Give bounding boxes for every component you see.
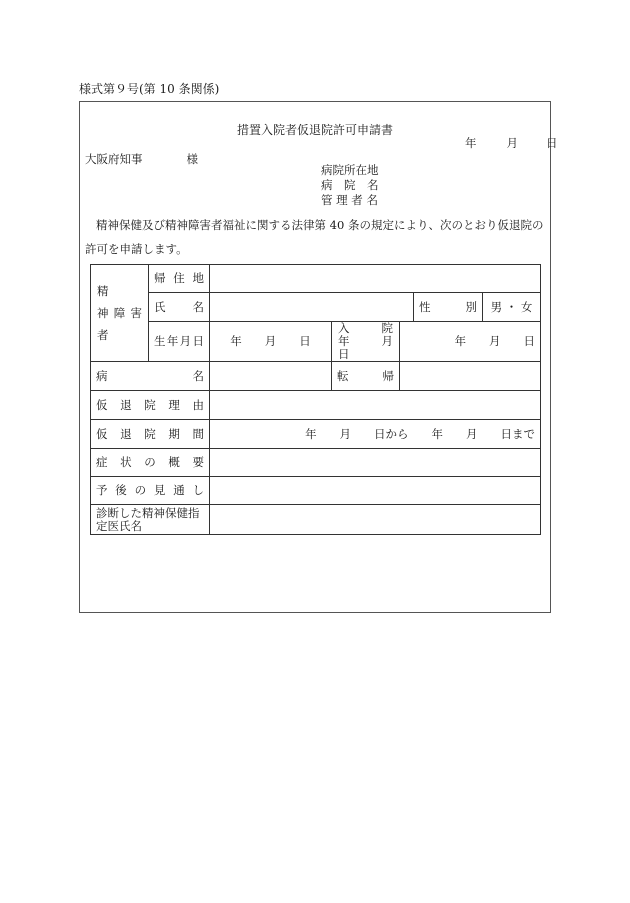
date-month: 月 [506, 136, 518, 150]
addressee [85, 151, 198, 167]
body-line-1: 精神保健及び精神障害者福祉に関する法律第 40 条の規定により、次のとおり仮退院の [96, 218, 544, 232]
table-row [91, 505, 541, 535]
admission-date-field[interactable]: 年 月 日 [400, 322, 541, 362]
addressee-name: 大阪府知事 [85, 152, 143, 166]
discharge-reason-field[interactable] [210, 391, 541, 420]
outcome-field[interactable] [400, 362, 541, 391]
birth-date-label: 生年月日 [149, 322, 210, 362]
prognosis-field[interactable] [210, 477, 541, 505]
disease-label: 病 名 [91, 362, 210, 391]
table-row [91, 477, 541, 505]
table-row [91, 420, 541, 449]
body-line-2: 許可を申請します。 [85, 242, 188, 256]
name-label: 氏 名 [149, 293, 210, 322]
application-table [90, 264, 541, 535]
date-day: 日 [546, 136, 558, 150]
doctor-field[interactable] [210, 505, 541, 535]
return-address-label: 帰 住 地 [149, 265, 210, 293]
addressee-honorific: 様 [186, 152, 198, 166]
discharge-period-label: 仮 退 院 期 間 [91, 420, 210, 449]
doctor-label: 診断した精神保健指定医氏名 [91, 505, 210, 535]
application-date [465, 135, 558, 151]
patient-group-label: 精 神 障 害 者 [91, 265, 149, 362]
form-number: 様式第９号(第 10 条関係) [79, 82, 220, 96]
prognosis-label: 予 後 の 見 通 し [91, 477, 210, 505]
symptoms-label: 症 状 の 概 要 [91, 449, 210, 477]
hospital-name-label: 病 院 名 [321, 178, 379, 192]
hospital-manager-label: 管 理 者 名 [321, 193, 378, 207]
sex-label: 性 別 [414, 293, 483, 322]
return-address-field[interactable] [210, 265, 541, 293]
table-row [91, 449, 541, 477]
date-year: 年 [465, 136, 477, 150]
form-title: 措置入院者仮退院許可申請書 [236, 123, 393, 137]
hospital-info [321, 163, 379, 208]
sex-options[interactable]: 男 ・ 女 [483, 293, 541, 322]
name-field[interactable] [210, 293, 414, 322]
outcome-label: 転 帰 [332, 362, 400, 391]
disease-field[interactable] [210, 362, 332, 391]
admission-date-label: 入 院 年 月 日 [332, 322, 400, 362]
table-row [91, 265, 541, 293]
symptoms-field[interactable] [210, 449, 541, 477]
discharge-reason-label: 仮 退 院 理 由 [91, 391, 210, 420]
table-row [91, 391, 541, 420]
hospital-address-label: 病院所在地 [321, 163, 379, 177]
body-text [85, 213, 545, 261]
birth-date-field[interactable]: 年 月 日 [210, 322, 332, 362]
table-row [91, 322, 541, 362]
discharge-period-field[interactable]: 年 月 日から 年 月 日まで [210, 420, 541, 449]
table-row [91, 362, 541, 391]
table-row [91, 293, 541, 322]
